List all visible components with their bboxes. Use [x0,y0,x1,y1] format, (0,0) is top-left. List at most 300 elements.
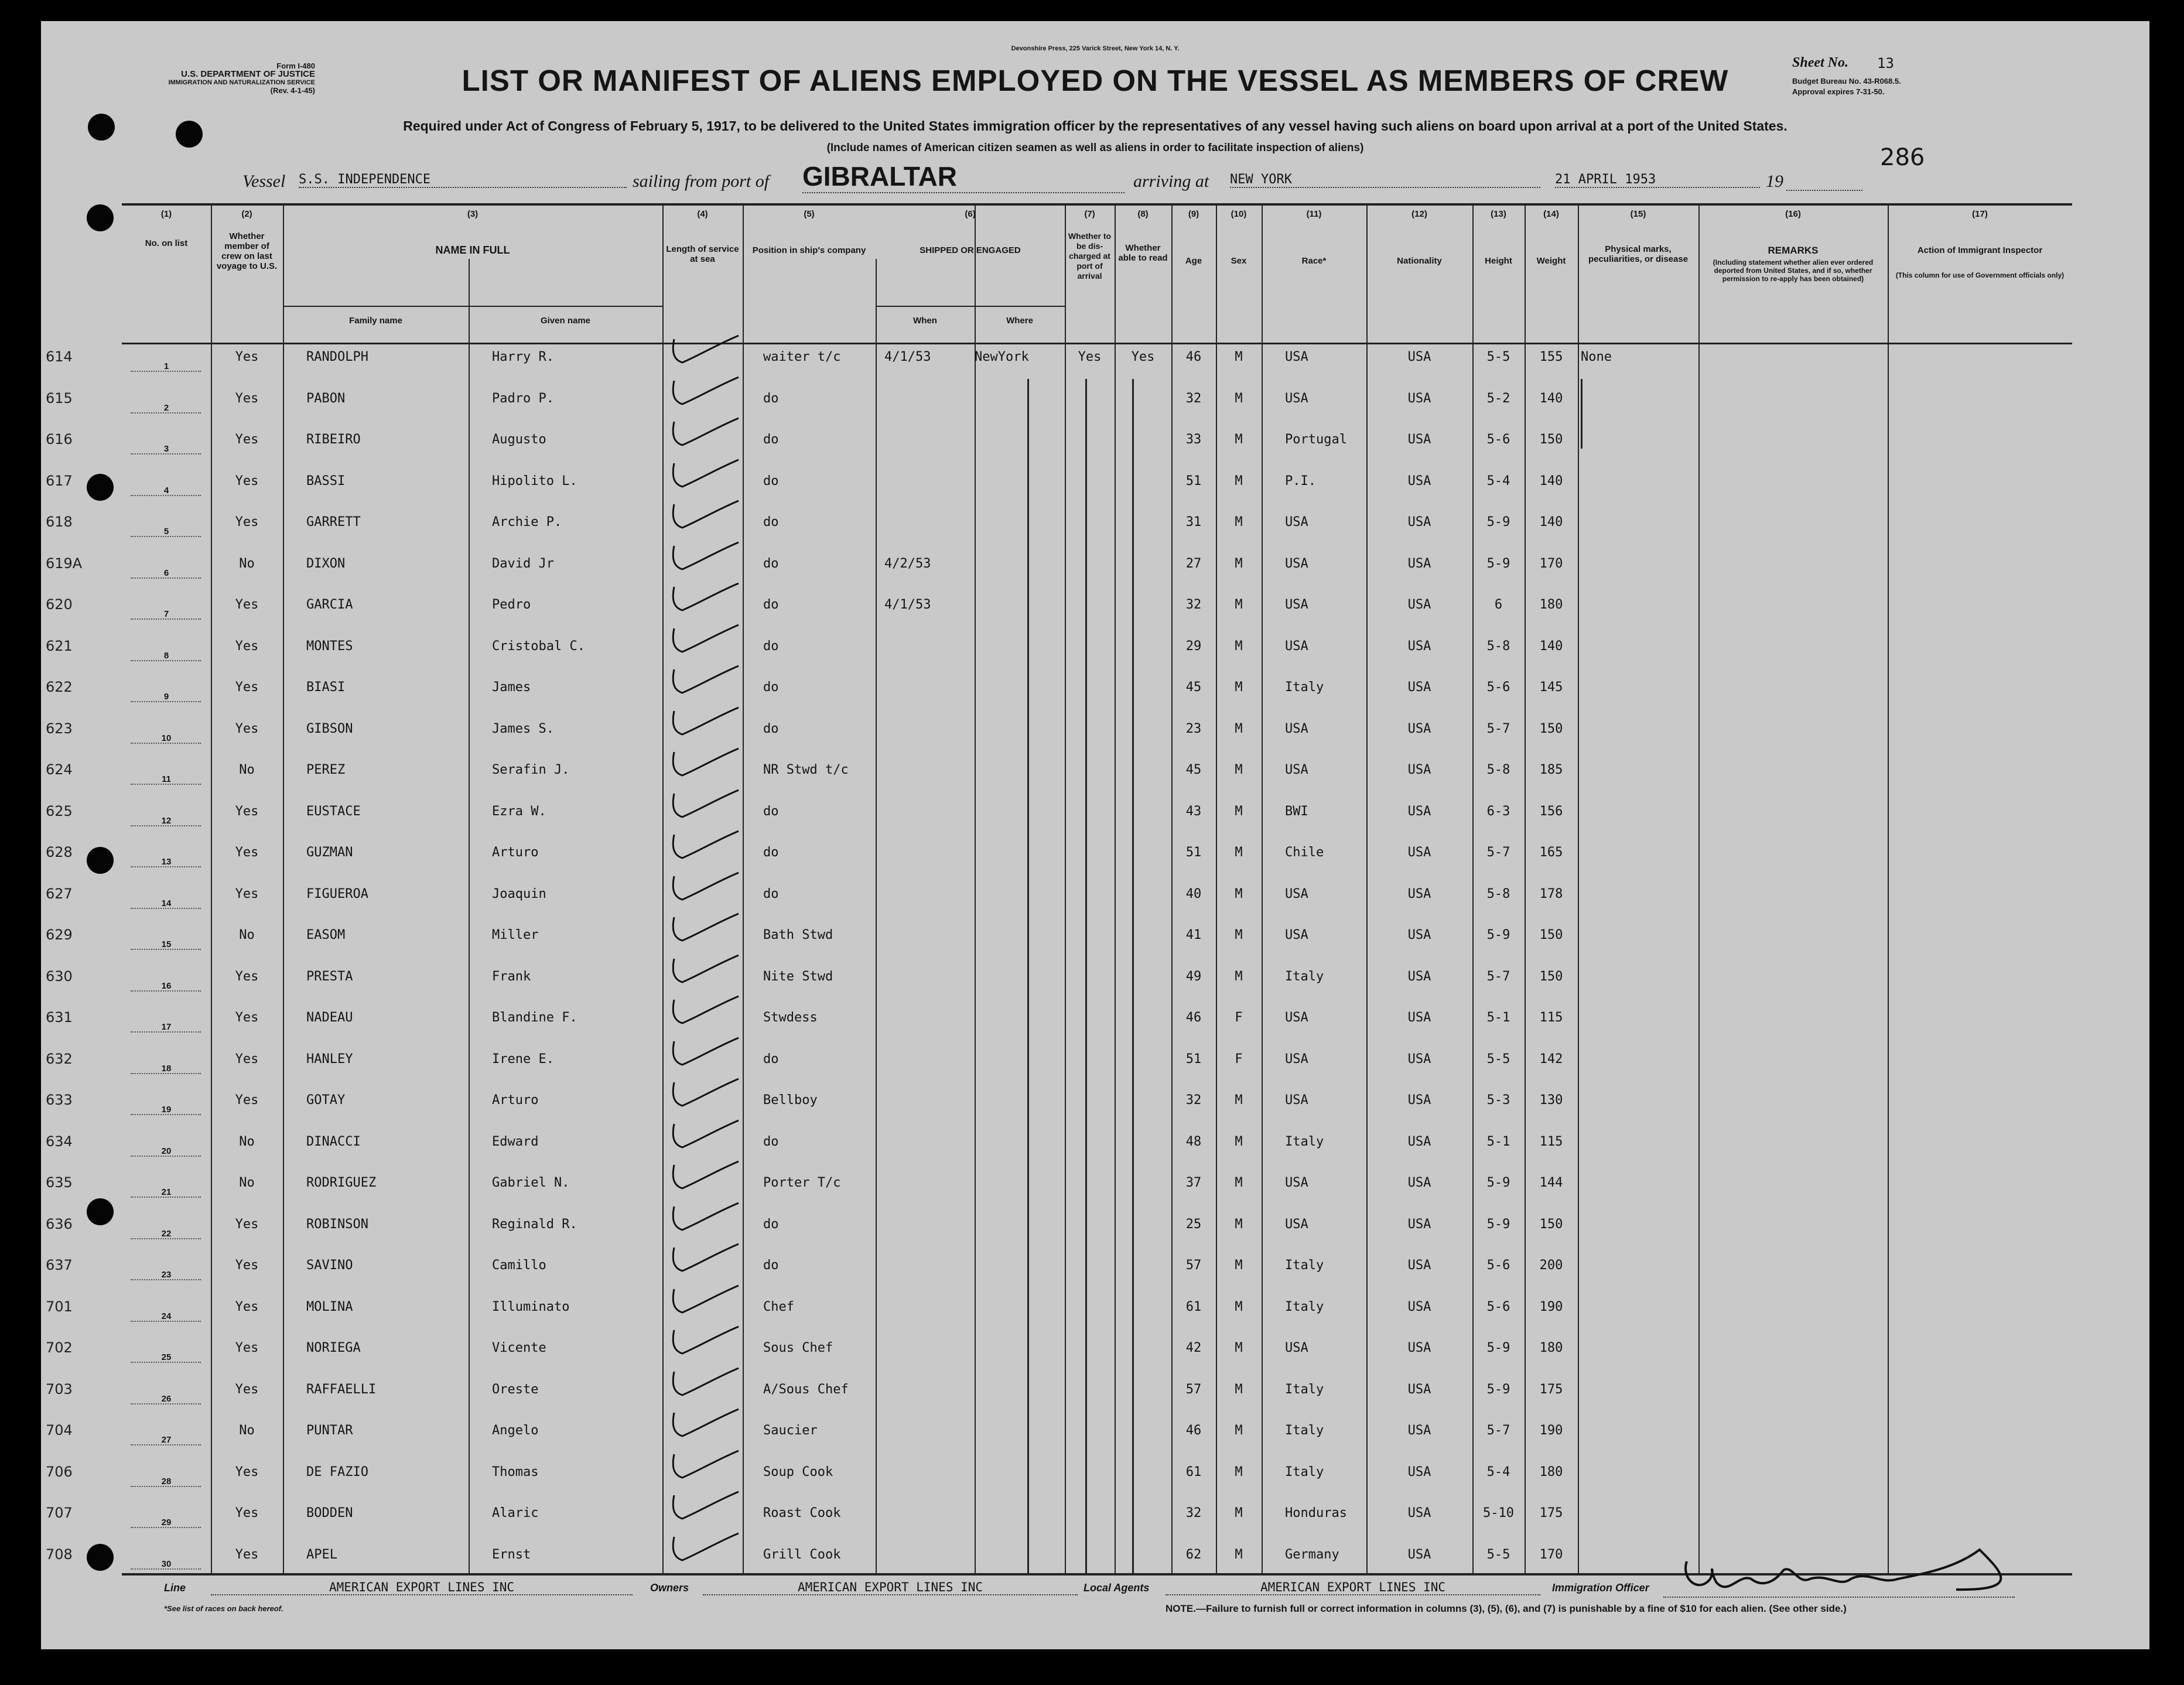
cell-given: Arturo [492,1093,539,1108]
header-age: Age [1185,256,1202,266]
cell-race: Italy [1285,680,1324,695]
column-number: (14) [1543,209,1559,219]
column-number: (15) [1630,209,1646,219]
header-remarks: REMARKS [1768,245,1819,256]
check-mark [669,664,746,699]
cell-position: do [763,886,779,901]
cell-race: USA [1285,638,1308,654]
cell-sex: M [1235,473,1243,488]
column-number: (9) [1188,209,1199,219]
cell-member: Yes [235,391,259,406]
approval-expiry: Approval expires 7-31-50. [1792,87,1885,96]
cell-height: 5-7 [1486,969,1510,984]
cell-weight: 200 [1539,1258,1563,1273]
cell-sex: M [1235,1547,1243,1562]
cell-age: 23 [1185,721,1202,736]
cell-given: Frank [492,969,531,984]
row-reference: 637 [46,1257,73,1273]
cell-member: Yes [235,638,259,654]
column-number: (8) [1137,209,1149,219]
cell-sex: M [1235,515,1243,529]
cell-member: Yes [235,721,259,736]
cell-weight: 150 [1539,969,1563,984]
row-dotted-rule [131,1279,201,1280]
cell-given: Augusto [492,432,546,447]
cell-position: Porter T/c [763,1175,841,1190]
row-number: 26 [161,1393,172,1404]
column-number: (6) [965,209,976,219]
cell-age: 46 [1185,350,1202,364]
row-number: 8 [163,650,169,661]
shipped-subheader-rule [876,306,1065,307]
cell-given: Alaric [492,1506,539,1520]
agents-value: AMERICAN EXPORT LINES INC [1166,1580,1540,1595]
cell-age: 61 [1185,1464,1202,1479]
cell-given: Ezra W. [492,804,546,819]
cell-height: 6-3 [1486,804,1510,819]
cell-member: Yes [235,1382,259,1397]
cell-sex: M [1235,1464,1243,1479]
column-rule [662,203,664,1573]
column-rule [975,203,976,1573]
cell-member: Yes [235,1547,259,1562]
cell-position: do [763,680,779,695]
cell-height: 5-1 [1486,1134,1510,1149]
cell-family: EASOM [306,928,346,942]
cell-age: 48 [1185,1134,1202,1149]
row-reference: 635 [46,1174,73,1191]
cell-weight: 144 [1539,1175,1563,1190]
header-where: Where [1006,316,1033,326]
cell-position: Stwdess [763,1010,818,1025]
cell-position: Grill Cook [763,1547,841,1562]
page-number: 286 [1880,144,1925,171]
cell-weight: 175 [1539,1382,1563,1397]
cell-member: Yes [235,597,259,612]
cell-sex: M [1235,1134,1243,1149]
row-number: 18 [161,1063,172,1074]
cell-age: 32 [1185,391,1202,406]
cell-height: 5-9 [1486,1216,1510,1232]
ditto-stroke [1085,379,1087,1573]
cell-position: Nite Stwd [763,969,833,984]
cell-position: Bath Stwd [763,928,833,942]
cell-nationality: USA [1407,350,1431,364]
cell-nationality: USA [1407,473,1431,488]
column-rule [1698,203,1700,1573]
row-dotted-rule [131,618,201,620]
officer-signature [1675,1538,2038,1602]
cell-family: MONTES [306,638,353,654]
top-rule [122,203,2072,206]
cell-nationality: USA [1407,680,1431,695]
page-title: LIST OR MANIFEST OF ALIENS EMPLOYED ON THE VESSEL AS MEMBERS OF CREW [462,64,1729,97]
row-dotted-rule [131,1031,201,1033]
cell-weight: 140 [1539,515,1563,529]
check-mark [669,457,746,493]
row-dotted-rule [131,825,201,826]
row-dotted-rule [131,949,201,950]
row-reference: 701 [46,1298,73,1315]
cell-height: 5-6 [1486,1299,1510,1314]
header-position: Position in ship's company [752,245,866,255]
column-rule [1262,203,1263,1573]
check-mark [669,1283,746,1318]
cell-age: 41 [1185,928,1202,942]
cell-sex: M [1235,721,1243,736]
cell-member: No [239,928,255,942]
cell-nationality: USA [1407,515,1431,529]
cell-height: 5-7 [1486,721,1510,736]
cell-family: DINACCI [306,1134,361,1149]
cell-position: do [763,515,779,529]
cell-position: Soup Cook [763,1464,833,1479]
row-dotted-rule [131,577,201,579]
cell-given: Thomas [492,1464,539,1479]
cell-position: do [763,391,779,406]
cell-sex: M [1235,1382,1243,1397]
row-number: 25 [161,1352,172,1362]
line-label: Line [164,1582,186,1594]
printer-line: Devonshire Press, 225 Varick Street, New York 14, N. Y. [1011,45,1180,52]
sheet-label: Sheet No. [1792,55,1848,70]
cell-given: Hipolito L. [492,473,577,488]
check-mark [669,333,746,368]
punch-hole [87,1198,114,1225]
header-action-note: (This column for use of Government officials only) [1895,271,2065,279]
cell-given: Harry R. [492,350,554,364]
row-number: 11 [162,774,171,784]
row-reference: 636 [46,1215,73,1232]
row-number: 15 [161,939,172,949]
cell-position: Saucier [763,1423,818,1438]
cell-age: 33 [1185,432,1202,447]
row-dotted-rule [131,701,201,702]
column-rule [283,203,284,1573]
cell-race: USA [1285,597,1308,612]
cell-family: APEL [306,1547,337,1562]
row-reference: 625 [46,802,73,819]
row-reference: 702 [46,1339,73,1356]
cell-sex: M [1235,763,1243,777]
year-blank [1786,190,1862,191]
cell-race: Italy [1285,1299,1324,1314]
cell-given: Ernst [492,1547,531,1562]
column-number: (2) [241,209,252,219]
cell-height: 5-1 [1486,1010,1510,1025]
row-dotted-rule [131,371,201,372]
cell-nationality: USA [1407,391,1431,406]
arriving-label: arriving at [1133,172,1209,191]
cell-family: RANDOLPH [306,350,368,364]
cell-member: Yes [235,1464,259,1479]
cell-age: 43 [1185,804,1202,819]
cell-given: Reginald R. [492,1216,577,1232]
cell-race: USA [1285,886,1308,901]
vessel-label: Vessel [242,172,286,191]
cell-sex: M [1235,928,1243,942]
cell-nationality: USA [1407,804,1431,819]
cell-family: GOTAY [306,1093,346,1108]
cell-weight: 175 [1539,1506,1563,1520]
cell-race: Portugal [1285,432,1347,447]
cell-age: 45 [1185,680,1202,695]
row-number: 21 [161,1187,172,1197]
cell-nationality: USA [1407,763,1431,777]
column-number: (5) [804,209,815,219]
cell-given: Arturo [492,845,539,860]
cell-race: Germany [1285,1547,1339,1562]
cell-height: 5-4 [1486,473,1510,488]
header-sex: Sex [1231,256,1247,266]
cell-given: Oreste [492,1382,539,1397]
cell-nationality: USA [1407,597,1431,612]
cell-race: Italy [1285,1464,1324,1479]
cell-family: MOLINA [306,1299,353,1314]
cell-height: 5-7 [1486,845,1510,860]
cell-age: 40 [1185,886,1202,901]
cell-race: USA [1285,556,1308,571]
cell-member: Yes [235,432,259,447]
row-number: 13 [161,857,172,867]
cell-height: 5-8 [1486,763,1510,777]
owners-label: Owners [650,1582,689,1594]
check-mark [669,1242,746,1277]
cell-family: NADEAU [306,1010,353,1025]
cell-height: 5-9 [1486,556,1510,571]
cell-family: BASSI [306,473,346,488]
cell-height: 5-6 [1486,432,1510,447]
cell-nationality: USA [1407,1051,1431,1067]
cell-race: Honduras [1285,1506,1347,1520]
cell-age: 46 [1185,1010,1202,1025]
sheet-number: 13 [1877,55,1894,71]
cell-position: waiter t/c [763,350,841,364]
owners-value: AMERICAN EXPORT LINES INC [703,1580,1078,1595]
cell-position: do [763,1258,779,1273]
cell-family: FIGUEROA [306,886,368,901]
cell-nationality: USA [1407,638,1431,654]
cell-age: 42 [1185,1341,1202,1355]
cell-member: Yes [235,515,259,529]
cell-race: USA [1285,928,1308,942]
cell-given: Edward [492,1134,539,1149]
cell-race: Chile [1285,845,1324,860]
cell-member: Yes [235,1299,259,1314]
cell-weight: 185 [1539,763,1563,777]
row-number: 14 [161,898,172,908]
header-length: Length of service at sea [666,244,739,264]
row-dotted-rule [131,1403,201,1404]
punch-hole [176,121,203,148]
row-dotted-rule [131,536,201,537]
cell-member: Yes [235,1216,259,1232]
row-dotted-rule [131,453,201,454]
line-value: AMERICAN EXPORT LINES INC [211,1580,633,1595]
cell-given: Gabriel N. [492,1175,570,1190]
cell-nationality: USA [1407,1175,1431,1190]
row-reference: 616 [46,431,73,447]
cell-sex: M [1235,1423,1243,1438]
row-dotted-rule [131,660,201,661]
row-number: 10 [161,733,172,743]
column-rule [1578,203,1579,1573]
cell-age: 37 [1185,1175,1202,1190]
cell-age: 46 [1185,1423,1202,1438]
cell-height: 5-7 [1486,1423,1510,1438]
cell-nationality: USA [1407,1382,1431,1397]
row-reference: 633 [46,1092,73,1108]
cell-height: 5-6 [1486,680,1510,695]
cell-age: 49 [1185,969,1202,984]
row-dotted-rule [131,412,201,413]
cell-height: 5-8 [1486,886,1510,901]
punch-hole [87,474,114,501]
check-mark [669,1448,746,1484]
check-mark [669,953,746,988]
cell-height: 5-9 [1486,1175,1510,1190]
cell-age: 29 [1185,638,1202,654]
cell-age: 32 [1185,597,1202,612]
header-rule [122,343,2072,344]
cell-family: RAFFAELLI [306,1382,377,1397]
cell-height: 5-5 [1486,1547,1510,1562]
row-dotted-rule [131,1486,201,1487]
header-race: Race* [1301,256,1327,266]
row-dotted-rule [131,866,201,867]
row-number: 22 [161,1228,172,1239]
check-mark [669,416,746,451]
cell-race: P.I. [1285,473,1316,488]
cell-nationality: USA [1407,1010,1431,1025]
ditto-stroke [1132,379,1134,1573]
row-number: 19 [161,1105,172,1115]
cell-height: 5-9 [1486,515,1510,529]
cell-sex: M [1235,597,1243,612]
cell-given: James [492,680,531,695]
cell-family: RODRIGUEZ [306,1175,377,1190]
column-number: (7) [1084,209,1095,219]
cell-given: Padro P. [492,391,554,406]
row-number: 29 [161,1517,172,1527]
cell-sex: M [1235,1258,1243,1273]
row-number: 23 [161,1270,172,1280]
cell-weight: 180 [1539,597,1563,612]
column-rule [1115,203,1116,1573]
check-mark [669,1201,746,1236]
cell-nationality: USA [1407,845,1431,860]
cell-family: RIBEIRO [306,432,361,447]
row-dotted-rule [131,495,201,496]
check-mark [669,1118,746,1153]
cell-given: Camillo [492,1258,546,1273]
cell-when: 4/1/53 [884,597,931,612]
column-number: (3) [467,209,479,219]
ditto-stroke [1581,379,1583,449]
cell-member: Yes [235,1341,259,1355]
check-mark [669,375,746,410]
cell-age: 31 [1185,515,1202,529]
cell-weight: 115 [1539,1010,1563,1025]
cell-family: BIASI [306,680,346,695]
row-dotted-rule [131,908,201,909]
cell-given: Pedro [492,597,531,612]
cell-family: PABON [306,391,346,406]
header-no: No. on list [145,238,188,248]
cell-age: 45 [1185,763,1202,777]
cell-height: 5-10 [1483,1506,1514,1520]
row-reference: 623 [46,720,73,737]
header-weight: Weight [1536,256,1566,266]
cell-weight: 190 [1539,1423,1563,1438]
check-mark [669,788,746,823]
cell-race: USA [1285,1341,1308,1355]
cell-family: EUSTACE [306,804,361,819]
cell-height: 5-6 [1486,1258,1510,1273]
cell-sex: M [1235,1216,1243,1232]
subtitle-note: (Include names of American citizen seamen as well as aliens in order to facilitate inspection of aliens) [826,142,1364,154]
row-dotted-rule [131,1197,201,1198]
cell-weight: 180 [1539,1341,1563,1355]
cell-nationality: USA [1407,969,1431,984]
cell-race: USA [1285,1216,1308,1232]
cell-weight: 140 [1539,638,1563,654]
punch-hole [87,847,114,874]
cell-sex: F [1235,1051,1243,1067]
row-reference: 703 [46,1380,73,1397]
header-marks: Physical marks, peculiarities, or disease [1588,244,1689,264]
column-rule [1065,203,1066,1573]
cell-race: Italy [1285,1134,1324,1149]
column-number: (13) [1491,209,1506,219]
check-mark [669,1324,746,1359]
header-member: Whether member of crew on last voyage to U.S. [216,231,278,271]
sailing-port: GIBRALTAR [802,160,1125,193]
cell-member: Yes [235,1051,259,1067]
row-reference: 632 [46,1050,73,1067]
cell-race: BWI [1285,804,1308,819]
cell-nationality: USA [1407,1547,1431,1562]
cell-height: 5-9 [1486,1382,1510,1397]
cell-read: Yes [1131,350,1155,364]
cell-family: GARRETT [306,515,361,529]
column-rule [876,259,877,1573]
check-mark [669,581,746,616]
check-mark [669,1407,746,1442]
cell-member: Yes [235,473,259,488]
check-mark [669,705,746,740]
cell-member: Yes [235,1506,259,1520]
cell-position: Chef [763,1299,794,1314]
cell-race: USA [1285,721,1308,736]
column-number: (11) [1306,209,1322,219]
cell-sex: M [1235,1093,1243,1108]
check-mark [669,498,746,534]
arrival-date: 21 APRIL 1953 [1555,172,1760,188]
cell-weight: 165 [1539,845,1563,860]
cell-family: HANLEY [306,1051,353,1067]
cell-position: do [763,432,779,447]
cell-age: 32 [1185,1093,1202,1108]
cell-race: Italy [1285,1382,1324,1397]
cell-when: 4/2/53 [884,556,931,571]
row-reference: 629 [46,927,73,943]
cell-age: 62 [1185,1547,1202,1562]
races-note: *See list of races on back hereof. [164,1604,283,1613]
cell-height: 6 [1494,597,1503,612]
cell-weight: 178 [1539,886,1563,901]
cell-race: USA [1285,1175,1308,1190]
